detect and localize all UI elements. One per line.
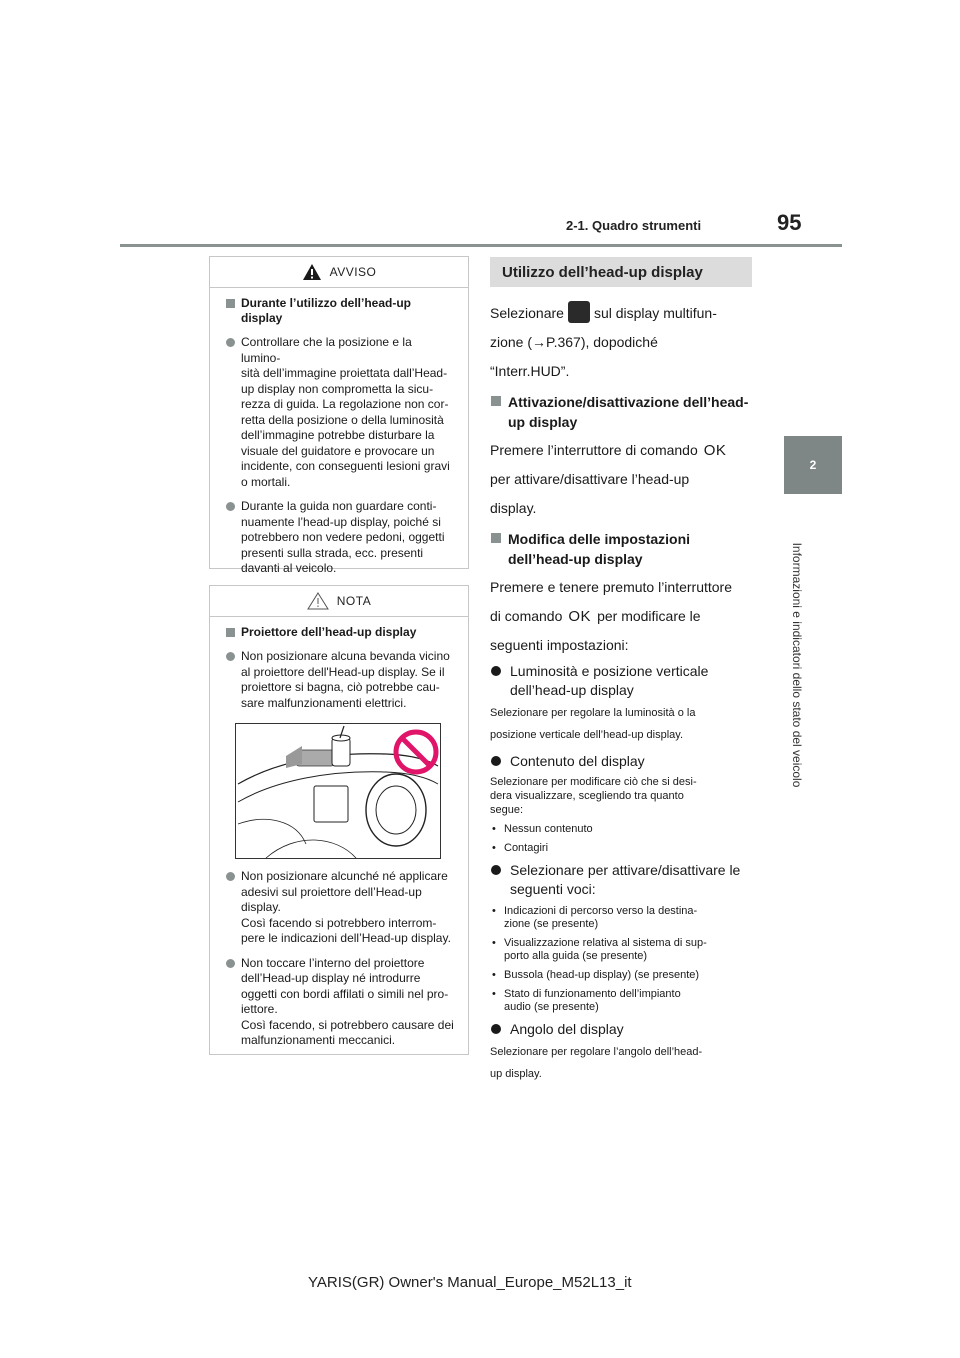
note-header bbox=[210, 586, 468, 617]
page-number: 95 bbox=[777, 210, 802, 235]
body-line: di comando OK per modificare le bbox=[490, 608, 701, 625]
list-item: • Contagiri bbox=[490, 842, 752, 855]
warning-label: AVVISO bbox=[329, 265, 377, 279]
chapter-side-title bbox=[786, 500, 808, 830]
list-item: • Bussola (head-up display) (se presente) bbox=[490, 969, 752, 982]
warning-item: Durante la guida non guardare conti- nuamente l’head-up display, poiché si potrebbero non vedere pedoni, oggetti presenti sulla strada, ecc. presenti davanti al veicolo. bbox=[226, 499, 454, 577]
intro-line: Selezionare sul display multifun- bbox=[490, 299, 752, 328]
note-label: NOTA bbox=[336, 594, 372, 608]
option-toggle-items: Selezionare per attivare/disattivare le seguenti voci: bbox=[490, 861, 752, 899]
ok-button-icon: OK bbox=[703, 442, 727, 459]
note-heading: Proiettore dell’head-up display bbox=[226, 625, 454, 640]
body-line: display. bbox=[490, 500, 537, 516]
note-item: Non toccare l’interno del proiettore dell’Head-up display né introdurre oggetti con bordi affilati o simili nel pro- iettore. Così facendo, si potrebbero causare dei malfunzionamenti meccanici. bbox=[226, 956, 454, 1049]
caution-triangle-icon bbox=[307, 592, 329, 610]
subheading-settings: Modifica delle impostazioni dell’head-up display bbox=[490, 529, 752, 569]
list-item: • Visualizzazione relativa al sistema di sup- porto alla guida (se presente) bbox=[490, 937, 752, 963]
chapter-title: Informazioni e indicatori dello stato del veicolo bbox=[790, 542, 804, 788]
body-line: seguenti impostazioni: bbox=[490, 637, 629, 653]
intro-line: zione (→P.367), dopodiché bbox=[490, 334, 658, 350]
list-item: • Stato di funzionamento dell’impianto audio (se presente) bbox=[490, 988, 752, 1014]
footer: YARIS(GR) Owner's Manual_Europe_M52L13_it bbox=[308, 1274, 632, 1291]
list-item: • Nessun contenuto bbox=[490, 823, 752, 836]
warning-item: Controllare che la posizione e la lumino- sità dell’immagine proiettata dall’Head- up display non comprometta la sicu- rezza di guida. La regolazione non cor- retta della posizione o della luminosità dell’immagine potrebbe disturbare la visuale del guidatore e provocare un incidente, con conseguenti lesioni gravi o mortali. bbox=[226, 335, 454, 490]
chapter-tab: 2 bbox=[784, 436, 842, 494]
note-box bbox=[209, 585, 469, 1055]
warning-box bbox=[209, 256, 469, 575]
option-angle: Angolo del display bbox=[490, 1020, 752, 1039]
hud-projector-illustration bbox=[235, 723, 441, 859]
body-line: per attivare/disattivare l’head-up bbox=[490, 471, 690, 487]
warning-heading: Durante l’utilizzo dell’head-up display bbox=[226, 296, 454, 326]
subheading-toggle: Attivazione/disattivazione dell’head-up display bbox=[490, 392, 752, 432]
body-line: Premere l’interruttore di comando OK bbox=[490, 442, 727, 459]
note-item: Non posizionare alcunché né applicare adesivi sul proiettore dell’Head-up display. Così facendo si potrebbero interrom- pere le indicazioni dell’Head-up display. bbox=[226, 869, 454, 947]
ok-button-icon: OK bbox=[568, 608, 592, 625]
option-desc: up display. bbox=[490, 1068, 542, 1080]
intro-line: “Interr.HUD”. bbox=[490, 363, 570, 379]
list-item: • Indicazioni di percorso verso la destina- zione (se presente) bbox=[490, 905, 752, 931]
warning-header bbox=[210, 257, 468, 288]
usage-heading: Utilizzo dell’head-up display bbox=[490, 257, 752, 287]
body-line: Premere e tenere premuto l’interruttore bbox=[490, 579, 732, 595]
option-desc: Selezionare per regolare la luminosità o la bbox=[490, 707, 696, 719]
section-title: 2-1. Quadro strumenti bbox=[566, 218, 702, 233]
option-brightness: Luminosità e posizione verticale dell’head-up display bbox=[490, 662, 752, 700]
option-desc: Selezionare per regolare l’angolo dell’head- bbox=[490, 1046, 703, 1058]
warning-triangle-icon bbox=[302, 263, 322, 281]
settings-gear-icon bbox=[568, 301, 590, 323]
header-rule bbox=[120, 244, 842, 247]
dashboard-drawing-icon bbox=[236, 724, 440, 858]
note-item: Non posizionare alcuna bevanda vicino al proiettore dell'Head-up display. Se il proiettore si bagna, ciò potrebbe cau- sare malfunzionamenti elettrici. bbox=[226, 649, 454, 711]
option-desc: Selezionare per modificare ciò che si desi- dera visualizzare, scegliendo tra quanto segue: bbox=[490, 776, 697, 816]
option-desc: posizione verticale dell’head-up display. bbox=[490, 729, 684, 741]
option-content: Contenuto del display bbox=[490, 752, 752, 771]
usage-section bbox=[490, 257, 752, 1085]
